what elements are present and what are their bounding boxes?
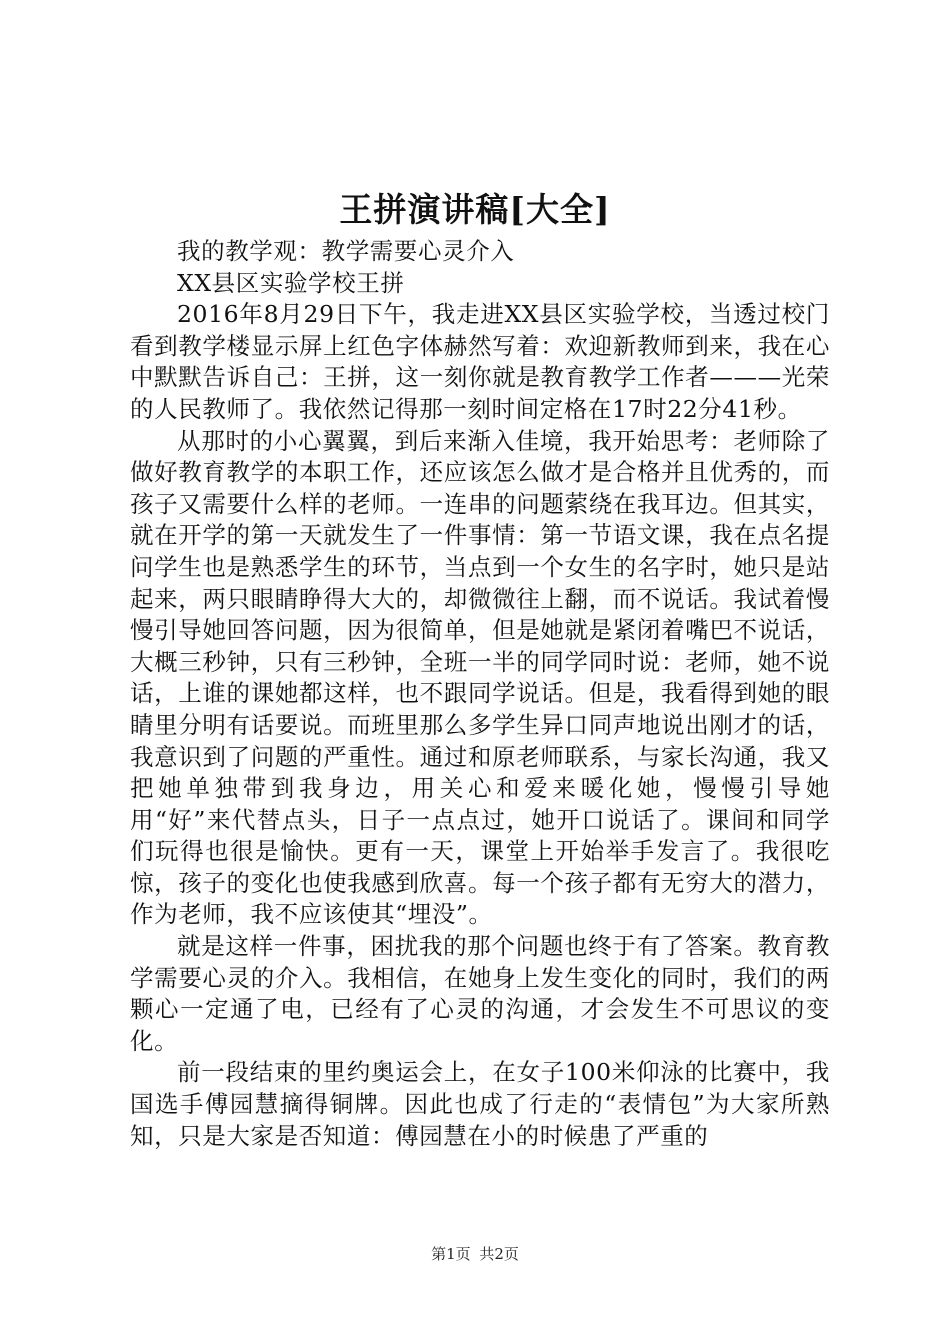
page-total: 共2页 — [479, 1245, 519, 1263]
document-title: 王拼演讲稿[大全] — [339, 190, 611, 229]
page-number: 第1页 — [431, 1245, 471, 1263]
paragraph: 从那时的小心翼翼，到后来渐入佳境，我开始思考：老师除了做好教育教学的本职工作，还应该怎么做才是合格并且优秀的，而孩子又需要什么样的老师。一连串的问题萦绕在我耳边。但其实，就在开学的第一天就发生了一件事情：第一节语文课，我在点名提问学生也是熟悉学生的环节，当点到一个女生的名字时，她只是站起来，两只眼睛睁得大大的，却微微往上翻，而不说话。我试着慢慢引导她回答问题，因为很简单，但是她就是紧闭着嘴巴不说话，大概三秒钟，只有三秒钟，全班一半的同学同时说：老师，她不说话，上谁的课她都这样，也不跟同学说话。但是，我看得到她的眼睛里分明有话要说。而班里那么多学生异口同声地说出刚才的话，我意识到了问题的严重性。通过和原老师联系，与家长沟通，我又把她单独带到我身边，用关心和爱来暖化她，慢慢引导她用“好”来代替点头，日子一点点过，她开口说话了。课间和同学们玩得也很是愉快。更有一天，课堂上开始举手发言了。我很吃惊，孩子的变化也使我感到欣喜。每一个孩子都有无穷大的潜力，作为老师，我不应该使其“埋没”。 — [130, 426, 830, 929]
paragraph-subtitle: 我的教学观：教学需要心灵介入 — [177, 237, 515, 265]
paragraph-author: XX县区实验学校王拼 — [177, 268, 405, 297]
document-body — [130, 236, 830, 1152]
paragraph: 前一段结束的里约奥运会上，在女子100米仰泳的比赛中，我国选手傅园慧摘得铜牌。因此也成了行走的“表情包”为大家所熟知，只是大家是否知道：傅园慧在小的时候患了严重的 — [130, 1058, 830, 1150]
paragraph: 2016年8月29日下午，我走进XX县区实验学校，当透过校门看到教学楼显示屏上红色字体赫然写着：欢迎新教师到来，我在心中默默告诉自己：王拼，这一刻你就是教育教学工作者———光荣的人民教师了。我依然记得那一刻时间定格在17时22分41秒。 — [130, 300, 830, 423]
paragraph: 就是这样一件事，困扰我的那个问题也终于有了答案。教育教学需要心灵的介入。我相信，在她身上发生变化的同时，我们的两颗心一定通了电，已经有了心灵的沟通，才会发生不可思议的变化。 — [130, 932, 830, 1055]
page-footer — [0, 1244, 950, 1264]
